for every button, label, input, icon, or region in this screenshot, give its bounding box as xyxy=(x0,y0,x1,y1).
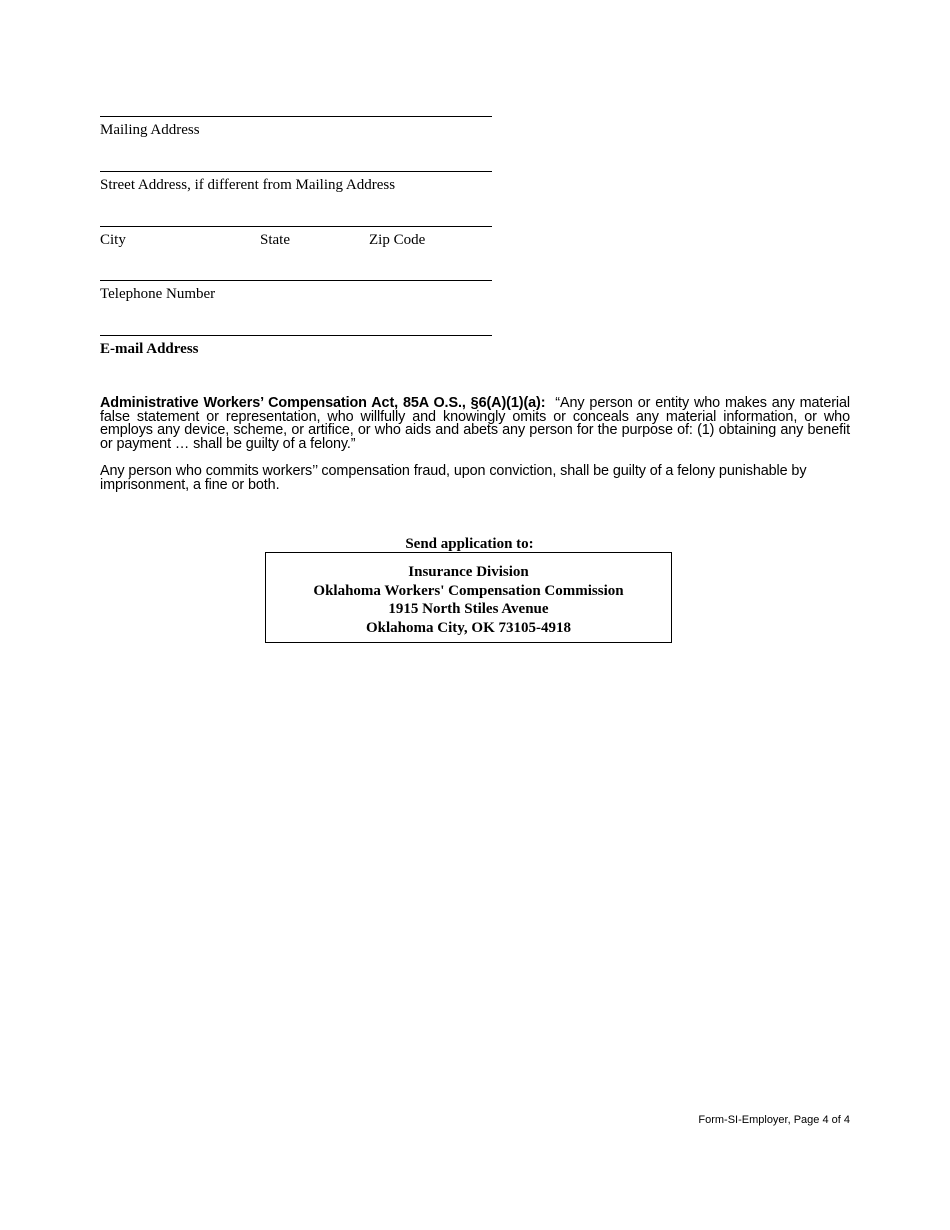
address-line-commission: Oklahoma Workers' Compensation Commission xyxy=(313,582,624,599)
mailing-address-line[interactable] xyxy=(100,104,492,117)
legal-act-paragraph xyxy=(100,397,850,451)
address-line-division: Insurance Division xyxy=(408,564,529,580)
state-label: State xyxy=(260,232,290,248)
email-line[interactable] xyxy=(100,323,492,336)
mailing-address-field[interactable] xyxy=(100,104,492,139)
telephone-field[interactable] xyxy=(100,268,492,303)
street-address-line[interactable] xyxy=(100,159,492,172)
legal-act-heading: Administrative Workers’ Compensation Act, 85A O.S., §6(A)(1)(a): xyxy=(100,395,546,411)
email-label: E-mail Address xyxy=(100,341,199,357)
form-page-footer: Form-SI-Employer, Page 4 of 4 xyxy=(698,1114,850,1126)
legal-act-text: “Any person or entity who makes any material false statement or representation, who willfully and knowingly omits or conceals any material information, or who employs any device, scheme, or artifice, or who aids and abets any person for the purpose of: (1) obtaining any benefit or payment … shall be guilty of a felony.” xyxy=(100,395,851,452)
telephone-label: Telephone Number xyxy=(100,286,216,302)
email-field[interactable] xyxy=(100,323,492,358)
mailing-address-label: Mailing Address xyxy=(100,122,200,138)
city-state-zip-field[interactable] xyxy=(100,214,492,249)
city-label: City xyxy=(100,232,126,248)
telephone-line[interactable] xyxy=(100,268,492,281)
street-address-field[interactable] xyxy=(100,159,492,194)
legal-fraud-text: Any person who commits workers’’ compensation fraud, upon conviction, shall be guilty of a felony punishable by imprisonment, a fine or both. xyxy=(100,463,807,493)
send-application-title: Send application to: xyxy=(405,536,534,552)
address-line-street: 1915 North Stiles Avenue xyxy=(388,601,549,617)
street-address-label: Street Address, if different from Mailing Address xyxy=(100,177,396,193)
address-line-city: Oklahoma City, OK 73105-4918 xyxy=(365,619,571,636)
city-state-zip-line[interactable] xyxy=(100,214,492,227)
send-application-address-box xyxy=(265,552,672,643)
zip-label: Zip Code xyxy=(369,232,426,248)
city-state-zip-labels xyxy=(100,231,492,249)
legal-fraud-paragraph xyxy=(100,465,850,492)
